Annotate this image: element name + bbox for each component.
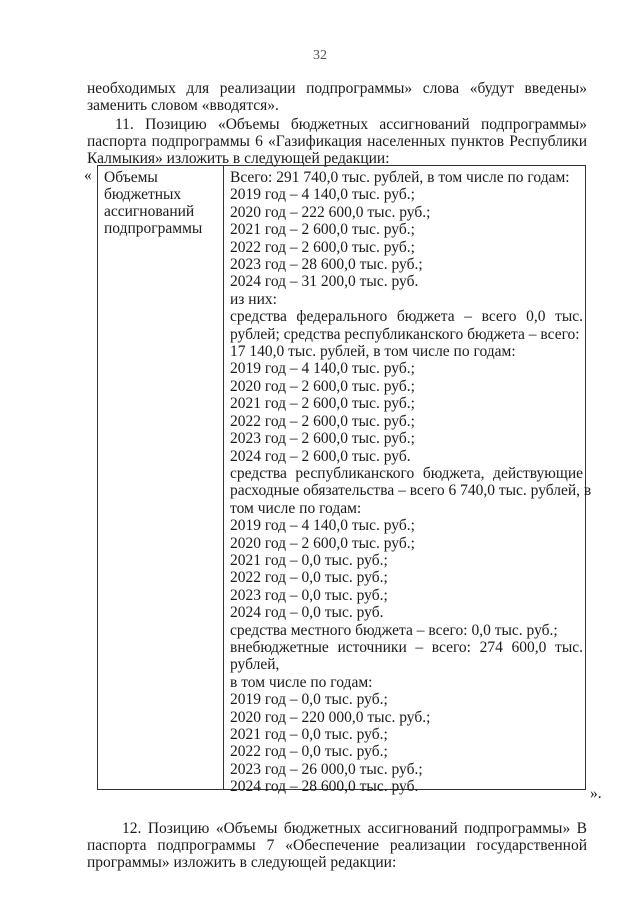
table-line: 2024 год – 31 200,0 тыс. руб. [230, 273, 419, 291]
table-line: средства федерального бюджета – всего 0,0 тыс. [230, 308, 583, 326]
table-line: 2022 год – 0,0 тыс. руб.; [230, 569, 388, 587]
paragraph-item-12: 12. Позицию «Объемы бюджетных ассигнований подпрограммы» В паспорта подпрограммы 7 «Обеспечение реализации государственной программы» изложить в следующей редакции: [87, 820, 587, 871]
table-line: 2024 год – 28 600,0 тыс. руб. [230, 778, 419, 796]
table-line: том числе по годам: [230, 499, 362, 517]
table-line: 2024 год – 2 600,0 тыс. руб. [230, 447, 411, 465]
column-divider [223, 166, 224, 789]
table-line: рублей; средства республиканского бюджета – всего: [230, 325, 580, 343]
table-line: 2022 год – 2 600,0 тыс. руб.; [230, 238, 415, 256]
table-line: 2022 год – 2 600,0 тыс. руб.; [230, 412, 415, 430]
table-line: рублей, [230, 656, 280, 674]
table-line: внебюджетные источники – всего: 274 600,0 тыс. [230, 638, 583, 656]
table-line: из них: [230, 290, 277, 308]
table-line: 2023 год – 26 000,0 тыс. руб.; [230, 760, 423, 778]
passport-table [97, 165, 592, 796]
table-line: 17 140,0 тыс. рублей, в том числе по годам: [230, 343, 516, 361]
table-line: 2020 год – 2 600,0 тыс. руб.; [230, 377, 415, 395]
table-line: средства местного бюджета – всего: 0,0 тыс. руб.; [230, 621, 558, 639]
table-line: 2019 год – 4 140,0 тыс. руб.; [230, 186, 415, 204]
paragraph-continuation: необходимых для реализации подпрограммы» слова «будут введены» заменить словом «вводятся». [87, 80, 587, 114]
opening-quote-mark: « [84, 167, 92, 184]
table-line: расходные обязательства – всего 6 740,0 тыс. рублей, в [230, 482, 592, 500]
table-line: 2023 год – 28 600,0 тыс. руб.; [230, 256, 423, 274]
table-line: 2021 год – 2 600,0 тыс. руб.; [230, 395, 415, 413]
page-number: 32 [313, 48, 327, 63]
table-line: 2019 год – 0,0 тыс. руб.; [230, 691, 388, 709]
table-line: 2023 год – 2 600,0 тыс. руб.; [230, 430, 415, 448]
table-line: 2022 год – 0,0 тыс. руб.; [230, 743, 388, 761]
paragraph-item-11: 11. Позицию «Объемы бюджетных ассигнований подпрограммы» паспорта подпрограммы 6 «Газификация населенных пунктов Республики Калмыкия» изложить в следующей редакции: [87, 116, 587, 167]
closing-quote-mark: ». [590, 785, 602, 802]
table-line: 2023 год – 0,0 тыс. руб.; [230, 586, 388, 604]
table-right-cell [230, 169, 592, 796]
table-line: 2021 год – 0,0 тыс. руб.; [230, 726, 388, 743]
table-line: 2020 год – 220 000,0 тыс. руб.; [230, 708, 431, 726]
table-line: 2021 год – 2 600,0 тыс. руб.; [230, 221, 415, 239]
table-line: средства республиканского бюджета, действующие [230, 464, 583, 482]
table-line: 2020 год – 2 600,0 тыс. руб.; [230, 534, 415, 552]
table-line: 2024 год – 0,0 тыс. руб. [230, 604, 384, 622]
table-line: 2019 год – 4 140,0 тыс. руб.; [230, 517, 415, 535]
table-line: 2021 год – 0,0 тыс. руб.; [230, 551, 388, 569]
table-line: 2020 год – 222 600,0 тыс. руб.; [230, 203, 431, 221]
table-line: 2019 год – 4 140,0 тыс. руб.; [230, 360, 415, 378]
table-left-cell: Объемы бюджетных ассигнований подпрограммы [104, 169, 203, 237]
table-line: Всего: 291 740,0 тыс. рублей, в том числе по годам: [230, 169, 570, 186]
table-line: в том числе по годам: [230, 673, 373, 691]
